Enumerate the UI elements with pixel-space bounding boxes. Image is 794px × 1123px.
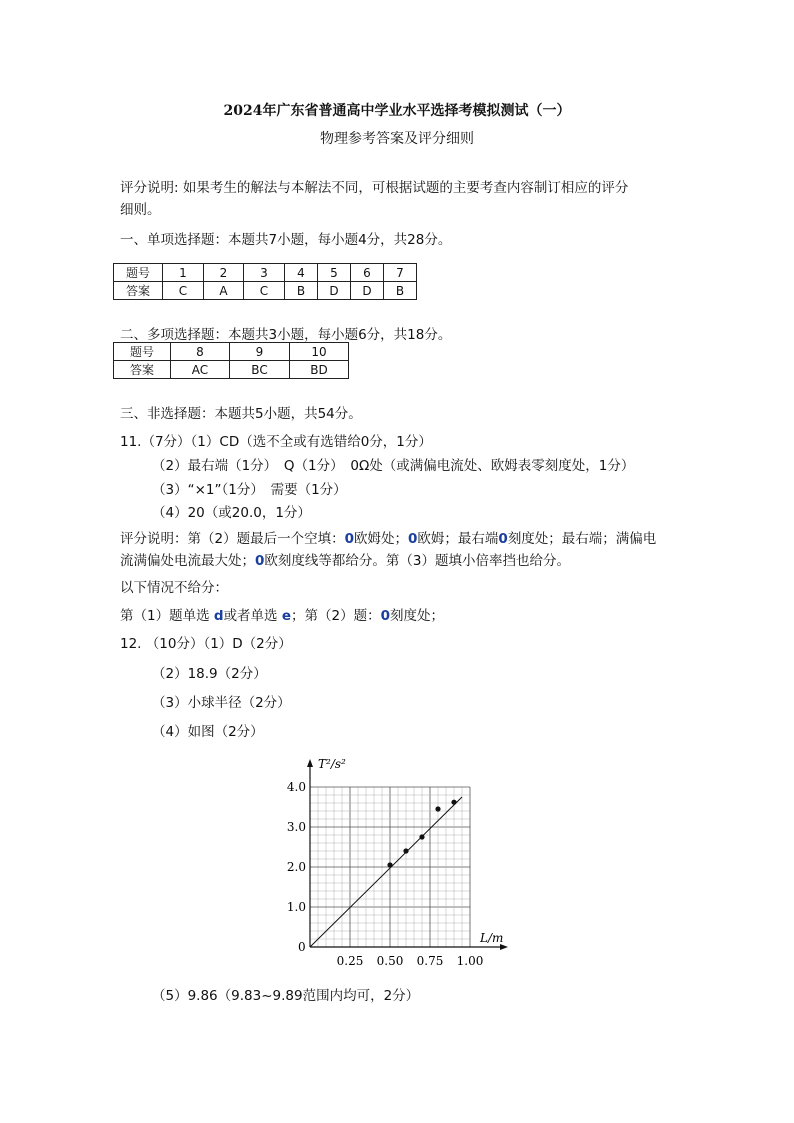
data-point xyxy=(451,800,456,805)
table-cell-q: 7 xyxy=(384,264,417,282)
data-point xyxy=(403,848,408,853)
table-cell-q: 5 xyxy=(318,264,351,282)
q12-line-3: （3）小球半径（2分） xyxy=(152,695,291,711)
table-cell-a: C xyxy=(163,282,204,300)
note-text: 评分说明：第（2）题最后一个空填： xyxy=(120,531,345,547)
chart-fit-line-group xyxy=(310,797,462,947)
q11-line-2: （2）最右端（1分） Q（1分） 0Ω处（或满偏电流处、欧姆表零刻度处，1分） xyxy=(152,458,635,474)
table-cell-q: 8 xyxy=(171,343,230,361)
y-tick-label: 2.0 xyxy=(286,860,306,874)
data-point xyxy=(435,806,440,811)
section-non-choice: 三、非选择题：本题共5小题，共54分。 xyxy=(120,406,362,422)
q12-line-4: （4）如图（2分） xyxy=(152,724,264,740)
note-text: ；第（2）题： xyxy=(291,608,381,624)
note-zero: 0 xyxy=(380,608,391,624)
table-cell-q: 6 xyxy=(351,264,384,282)
y-axis-arrow xyxy=(307,759,313,767)
q11-note-line-3: 以下情况不给分： xyxy=(120,580,228,596)
note-text: 流满偏处电流最大处； xyxy=(120,553,255,569)
table-header-q: 题号 xyxy=(114,264,163,282)
table-header-a: 答案 xyxy=(114,361,171,379)
q11-note-line-2 xyxy=(120,549,570,569)
q12-line-1: 12. （10分）（1）D（2分） xyxy=(120,636,292,652)
chart-axes xyxy=(307,759,508,950)
answer-table-multi xyxy=(113,342,349,379)
table-cell-q: 4 xyxy=(285,264,318,282)
table-header-a: 答案 xyxy=(114,282,163,300)
q12-line-2: （2）18.9（2分） xyxy=(152,666,267,682)
page-subtitle: 物理参考答案及评分细则 xyxy=(320,131,474,147)
x-tick-label: 0.25 xyxy=(336,954,364,968)
table-header-q: 题号 xyxy=(114,343,171,361)
note-zero: 0 xyxy=(408,531,418,547)
intro-line-2: 细则。 xyxy=(120,202,161,218)
q11-note-line-4 xyxy=(120,604,444,624)
q11-note-line-1 xyxy=(120,527,656,547)
q12-line-5: （5）9.86（9.83~9.89范围内均可，2分） xyxy=(152,988,420,1004)
note-zero: 0 xyxy=(498,531,508,547)
note-text: 或者单选 xyxy=(223,608,282,624)
note-letter-d: d xyxy=(213,608,224,624)
section-multi-choice: 二、多项选择题：本题共3小题，每小题6分，共18分。 xyxy=(120,327,452,343)
note-text: 欧刻度线等都给分。第（3）题填小倍率挡也给分。 xyxy=(264,553,570,569)
y-tick-label: 3.0 xyxy=(286,820,306,834)
table-cell-q: 10 xyxy=(290,343,349,361)
x-axis-label: L/m xyxy=(480,931,504,945)
x-tick-label: 1.00 xyxy=(456,954,484,968)
note-text: 第（1）题单选 xyxy=(120,608,214,624)
y-axis-label: T²/s² xyxy=(318,757,346,771)
origin-label: 0 xyxy=(298,940,306,954)
table-cell-q: 3 xyxy=(244,264,285,282)
x-tick-label: 0.50 xyxy=(376,954,404,968)
y-tick-label: 4.0 xyxy=(286,780,306,794)
data-point xyxy=(387,862,392,867)
t2-l-graph xyxy=(280,755,520,970)
note-text: 刻度处； xyxy=(390,608,445,624)
table-cell-q: 9 xyxy=(230,343,290,361)
note-zero: 0 xyxy=(255,553,265,569)
table-cell-a: D xyxy=(351,282,384,300)
note-letter-e: e xyxy=(281,608,292,624)
note-text: 刻度处；最右端；满偏电 xyxy=(507,531,657,547)
data-point xyxy=(419,834,424,839)
answer-table-single xyxy=(113,263,417,300)
note-zero: 0 xyxy=(344,531,354,547)
note-text: 欧姆；最右端 xyxy=(417,531,499,547)
table-cell-a: C xyxy=(244,282,285,300)
y-tick-label: 1.0 xyxy=(286,900,306,914)
table-cell-q: 1 xyxy=(163,264,204,282)
table-cell-q: 2 xyxy=(204,264,244,282)
intro-line-1: 评分说明: 如果考生的解法与本解法不同，可根据试题的主要考查内容制订相应的评分 xyxy=(120,180,629,196)
q11-line-3: （3）“×1”（1分） 需要（1分） xyxy=(152,482,347,498)
table-cell-a: A xyxy=(204,282,244,300)
x-tick-label: 0.75 xyxy=(416,954,444,968)
page-title: 2024年广东省普通高中学业水平选择考模拟测试（一） xyxy=(223,103,571,119)
section-single-choice: 一、单项选择题：本题共7小题，每小题4分，共28分。 xyxy=(120,232,452,248)
table-cell-a: BC xyxy=(230,361,290,379)
q11-line-4: （4）20（或20.0，1分） xyxy=(152,505,311,521)
note-text: 欧姆处； xyxy=(354,531,408,547)
table-cell-a: BD xyxy=(290,361,349,379)
table-cell-a: AC xyxy=(171,361,230,379)
table-cell-a: D xyxy=(318,282,351,300)
q11-line-1: 11.（7分）（1）CD（选不全或有选错给0分，1分） xyxy=(120,434,432,450)
table-cell-a: B xyxy=(384,282,417,300)
fit-line xyxy=(310,797,462,947)
table-cell-a: B xyxy=(285,282,318,300)
